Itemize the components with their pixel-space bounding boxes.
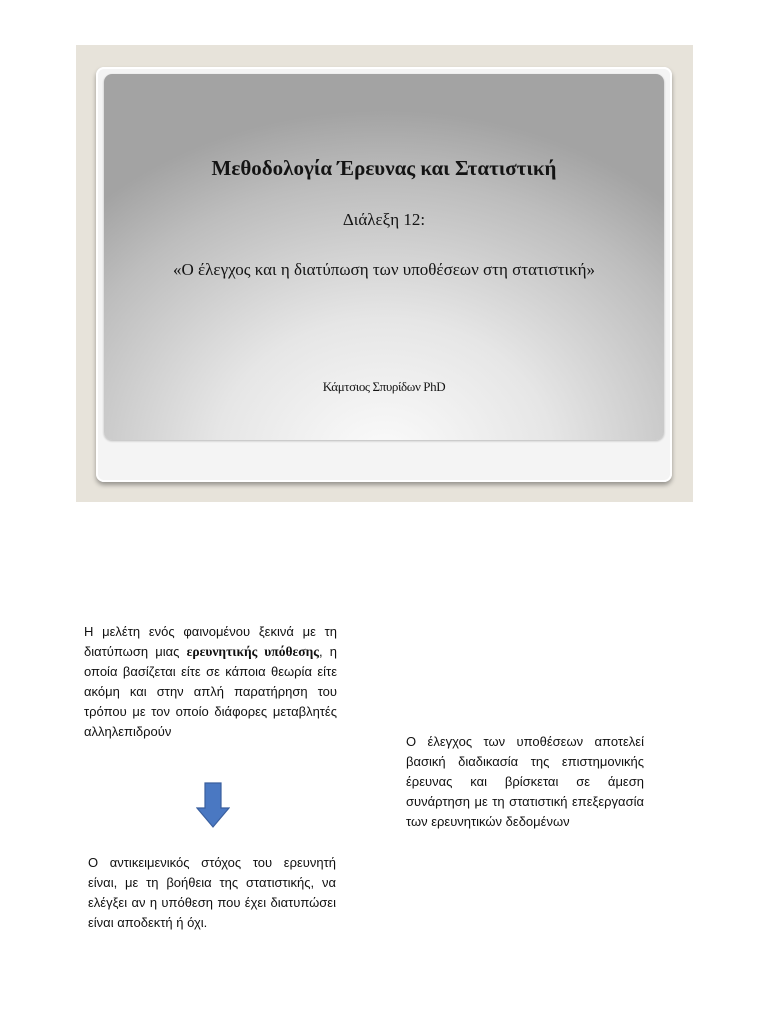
hypothesis-testing-paragraph: Ο έλεγχος των υποθέσεων αποτελεί βασική διαδικασία της επιστημονικής έρευνας και βρίσκεται σε άμεση συνάρτηση με τη στατιστική επεξεργασία των ερευνητικών δεδομένων bbox=[406, 734, 644, 829]
slide-frame bbox=[76, 45, 693, 502]
objective-paragraph: Ο αντικειμενικός στόχος του ερευνητή είναι, με τη βοήθεια της στατιστικής, να ελέγξει αν η υπόθεση που έχει διατυπώσει είναι αποδεκτή ή όχι. bbox=[88, 855, 336, 930]
slide-panel bbox=[104, 74, 664, 440]
arrow-down-icon bbox=[196, 782, 230, 828]
research-hypothesis-paragraph bbox=[84, 622, 337, 742]
slide-author: Κάμτσιος Σπυρίδων PhD bbox=[322, 379, 446, 394]
slide-card bbox=[96, 67, 672, 482]
arrow-down-shape bbox=[197, 783, 229, 827]
slide-lecture-number: Διάλεξη 12: bbox=[342, 210, 426, 229]
paragraph-bold-term: ερευνητικής υπόθεσης bbox=[186, 644, 319, 659]
paragraph-text-end: , η οποία βασίζεται είτε σε κάποια θεωρία είτε ακόμη και στην απλή παρατήρηση του τρόπου με τον οποίο διάφορες μεταβλητές αλληλεπιδρούν bbox=[84, 644, 337, 739]
slide-title: Μεθοδολογία Έρευνας και Στατιστική bbox=[211, 156, 557, 180]
paragraph-text-start: Η μελέτη ενός φαινομένου ξεκινά με τη διατύπωση μιας bbox=[84, 624, 337, 659]
slide-subtitle: «Ο έλεγχος και η διατύπωση των υποθέσεων στη στατιστική» bbox=[173, 260, 595, 279]
